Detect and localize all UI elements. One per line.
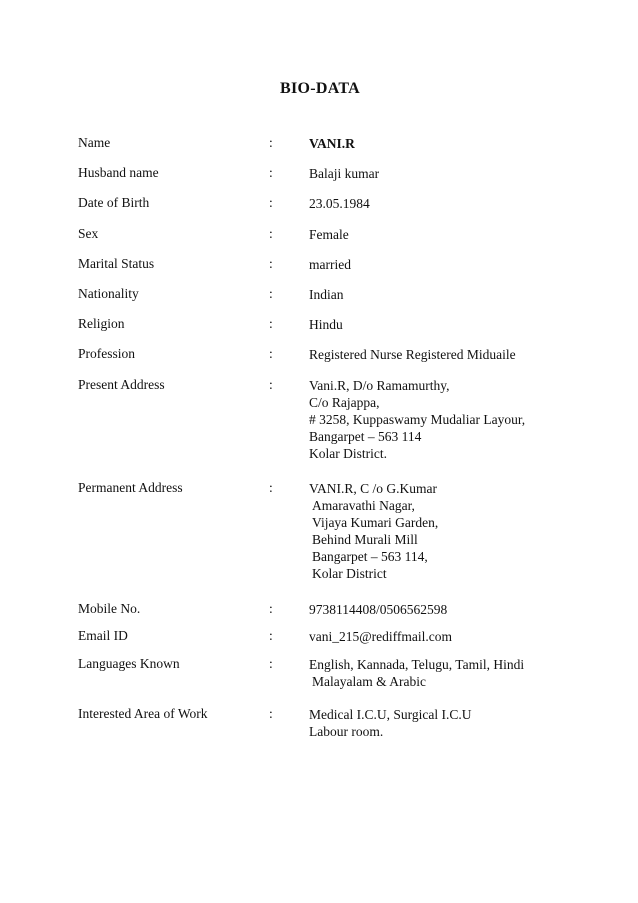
field-value-line: Kolar District. bbox=[309, 446, 387, 461]
field-value-line: Vani.R, D/o Ramamurthy, bbox=[309, 378, 450, 393]
field-value-line: married bbox=[309, 257, 351, 272]
field-value bbox=[309, 195, 579, 212]
field-value bbox=[309, 706, 579, 740]
field-value-line: Bangarpet – 563 114, bbox=[312, 549, 428, 564]
field-separator: : bbox=[269, 135, 273, 150]
field-label: Marital Status bbox=[78, 256, 155, 271]
field-separator: : bbox=[269, 165, 273, 180]
field-value-line: 23.05.1984 bbox=[309, 196, 370, 211]
field-value-line: Vijaya Kumari Garden, bbox=[312, 515, 439, 530]
field-separator: : bbox=[269, 377, 273, 392]
field-label: Sex bbox=[78, 226, 99, 241]
field-value-line: # 3258, Kuppaswamy Mudaliar Layour, bbox=[309, 412, 526, 427]
field-value-line: Female bbox=[309, 227, 349, 242]
field-value bbox=[309, 286, 579, 303]
field-value bbox=[309, 135, 579, 152]
field-separator: : bbox=[269, 628, 273, 643]
field-value-line: C/o Rajappa, bbox=[309, 395, 380, 410]
field-separator: : bbox=[269, 226, 273, 241]
field-value-line: Labour room. bbox=[309, 724, 384, 739]
field-value bbox=[309, 346, 579, 363]
field-value-line: English, Kannada, Telugu, Tamil, Hindi bbox=[309, 657, 525, 672]
field-label: Date of Birth bbox=[78, 195, 150, 210]
field-value-line: Hindu bbox=[309, 317, 343, 332]
field-value-line: Medical I.C.U, Surgical I.C.U bbox=[309, 707, 472, 722]
field-separator: : bbox=[269, 195, 273, 210]
field-value bbox=[309, 226, 579, 243]
field-value-line: 9738114408/0506562598 bbox=[309, 602, 448, 617]
field-value bbox=[309, 165, 579, 182]
field-label: Permanent Address bbox=[78, 480, 183, 495]
field-value-line: Behind Murali Mill bbox=[312, 532, 418, 547]
field-separator: : bbox=[269, 316, 273, 331]
field-value bbox=[309, 316, 579, 333]
field-label: Name bbox=[78, 135, 111, 150]
field-separator: : bbox=[269, 601, 273, 616]
field-label: Mobile No. bbox=[78, 601, 141, 616]
field-value-line: Indian bbox=[309, 287, 344, 302]
field-value-line: Kolar District bbox=[312, 566, 387, 581]
field-value-line: vani_215@rediffmail.com bbox=[309, 629, 453, 644]
field-separator: : bbox=[269, 480, 273, 495]
field-value-line: Bangarpet – 563 114 bbox=[309, 429, 422, 444]
field-value-line: Balaji kumar bbox=[309, 166, 380, 181]
field-value bbox=[309, 656, 579, 690]
field-label: Profession bbox=[78, 346, 135, 361]
field-value bbox=[309, 480, 579, 582]
field-value bbox=[309, 377, 579, 462]
field-separator: : bbox=[269, 346, 273, 361]
field-value bbox=[309, 256, 579, 273]
field-label: Husband name bbox=[78, 165, 159, 180]
field-value-line: Registered Nurse Registered Miduaile bbox=[309, 347, 516, 362]
field-value-line: VANI.R bbox=[309, 136, 355, 151]
page-title: BIO-DATA bbox=[279, 80, 361, 97]
field-separator: : bbox=[269, 656, 273, 671]
field-separator: : bbox=[269, 286, 273, 301]
field-label: Interested Area of Work bbox=[78, 706, 208, 721]
field-separator: : bbox=[269, 256, 273, 271]
field-separator: : bbox=[269, 706, 273, 721]
field-value-line: VANI.R, C /o G.Kumar bbox=[309, 481, 437, 496]
field-value bbox=[309, 601, 579, 618]
field-label: Present Address bbox=[78, 377, 165, 392]
field-label: Languages Known bbox=[78, 656, 180, 671]
field-label: Email ID bbox=[78, 628, 128, 643]
field-value bbox=[309, 628, 579, 645]
field-value-line: Amaravathi Nagar, bbox=[312, 498, 415, 513]
field-value-line: Malayalam & Arabic bbox=[312, 674, 426, 689]
field-label: Religion bbox=[78, 316, 125, 331]
field-label: Nationality bbox=[78, 286, 139, 301]
